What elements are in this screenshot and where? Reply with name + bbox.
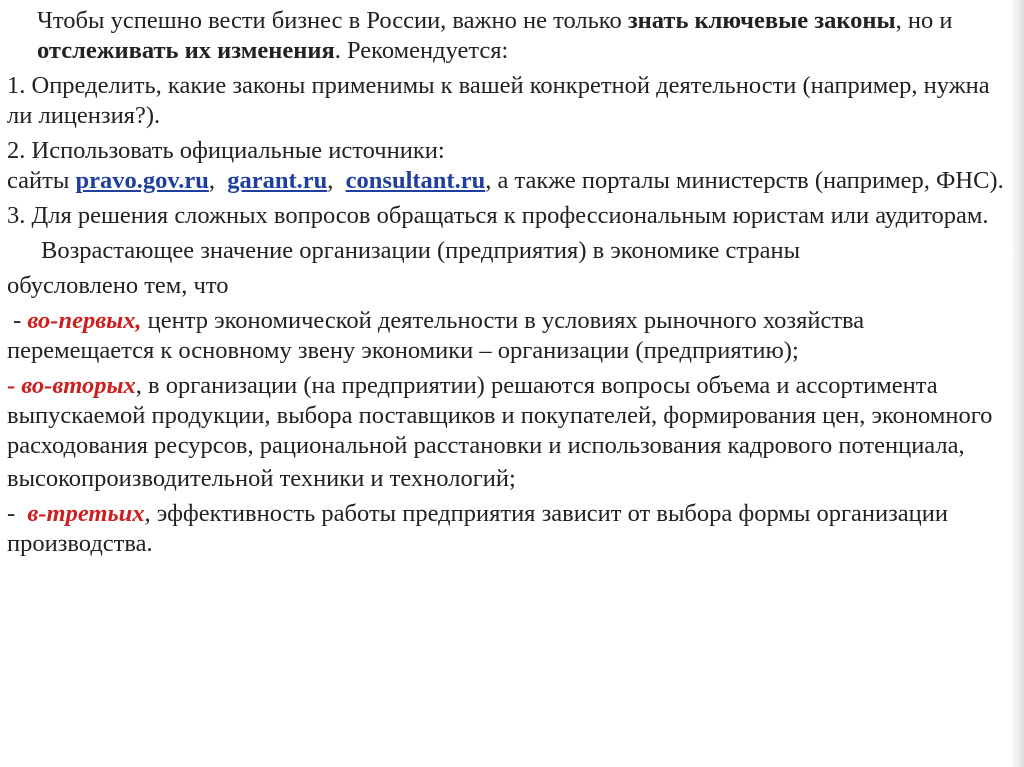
intro-bold-1: знать ключевые законы — [627, 7, 896, 34]
significance-heading: Возрастающее значение организации (предприятия) в экономике страны — [41, 237, 801, 264]
item-2-suffix: , а также порталы министерств (например, ФНС). — [485, 167, 1004, 194]
third-reason-text: , эффективность работы предприятия зависит от выбора формы организации производства. — [7, 500, 949, 557]
page-edge-shadow — [1010, 0, 1024, 767]
intro-paragraph — [7, 6, 1011, 66]
first-reason-dash: - — [7, 307, 28, 334]
first-reason-paragraph — [7, 306, 1011, 366]
intro-text-3: . Рекомендуется: — [334, 37, 509, 64]
first-reason-marker: во-первых, — [27, 307, 142, 334]
link-consultant[interactable]: consultant.ru — [345, 167, 486, 194]
link-separator-2: , — [327, 167, 346, 194]
item-3-paragraph: 3. Для решения сложных вопросов обращаться к профессиональным юристам или аудиторам. — [7, 202, 989, 229]
third-reason-dash: - — [7, 500, 28, 527]
significance-continuation: обусловлено тем, что — [7, 272, 229, 299]
second-reason-marker: во-вторых — [21, 372, 136, 399]
third-reason-marker: в-третьих — [27, 500, 145, 527]
third-reason-paragraph — [7, 499, 1011, 559]
intro-bold-2: отслеживать их изменения — [37, 37, 335, 64]
item-2-paragraph — [7, 136, 1011, 196]
link-pravo[interactable]: pravo.gov.ru — [75, 167, 209, 194]
slide-content — [7, 6, 1011, 564]
item-2-prefix: сайты — [7, 167, 76, 194]
second-reason-continuation: высокопроизводительной техники и технологий; — [7, 465, 516, 492]
intro-text-2: , но и — [895, 7, 953, 34]
item-1-paragraph: 1. Определить, какие законы применимы к вашей конкретной деятельности (например, нужна ли лицензия?). — [7, 72, 990, 129]
intro-text-1: Чтобы успешно вести бизнес в России, важно не только — [37, 7, 628, 34]
second-reason-paragraph — [7, 371, 1011, 461]
link-separator-1: , — [208, 167, 228, 194]
second-reason-dash: - — [7, 372, 22, 399]
link-garant[interactable]: garant.ru — [227, 167, 328, 194]
second-reason-text: , в организации (на предприятии) решаются вопросы объема и ассортимента выпускаемой продукции, выбора поставщиков и покупателей, формирования цен, экономного расходования ресурсов, рациональной расстановки и использования кадрового потенциала, — [7, 372, 993, 459]
first-reason-text: центр экономической деятельности в условиях рыночного хозяйства перемещается к основному звену экономики – организации (предприятию); — [7, 307, 865, 364]
item-2-heading: 2. Использовать официальные источники: — [7, 137, 445, 164]
